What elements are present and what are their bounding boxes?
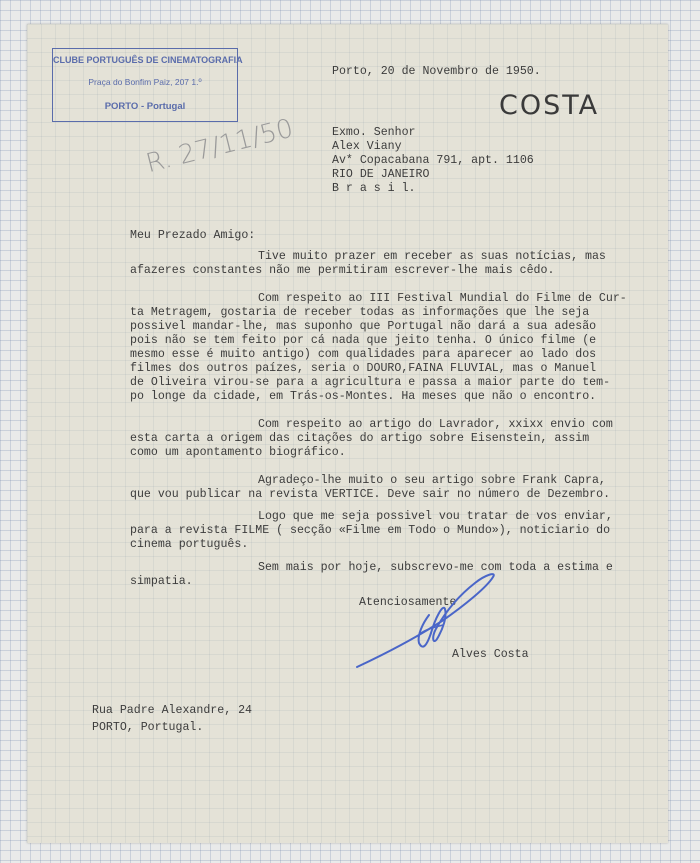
body-line: ta Metragem, gostaria de receber todas as informações que lhe seja bbox=[130, 306, 590, 319]
body-line: filmes dos outros paízes, seria o DOURO,FAINA FLUVIAL, mas o Manuel bbox=[130, 362, 597, 375]
body-line: po longe da cidade, em Trás-os-Montes. Ha meses que não o encontro. bbox=[130, 390, 597, 403]
body-line: esta carta a origem das citações do artigo sobre Eisenstein, assim bbox=[130, 432, 590, 445]
recipient-line: Av* Copacabana 791, apt. 1106 bbox=[332, 154, 534, 167]
recipient-line: B r a s i l. bbox=[332, 182, 416, 195]
sender-address-line: Rua Padre Alexandre, 24 bbox=[92, 704, 253, 717]
body-line: Tive muito prazer em receber as suas notícias, mas bbox=[258, 250, 606, 263]
letter-date: Porto, 20 de Novembro de 1950. bbox=[332, 65, 541, 78]
body-line: simpatia. bbox=[130, 575, 193, 588]
body-line: pois não se tem feito por cá nada que jeito tenha. O único filme (e bbox=[130, 334, 597, 347]
stamp-club-name: CLUBE PORTUGUÊS DE CINEMATOGRAFIA bbox=[53, 55, 243, 65]
recipient-line: RIO DE JANEIRO bbox=[332, 168, 430, 181]
letter-sheet bbox=[27, 24, 668, 843]
stamp-city: PORTO - Portugal bbox=[104, 101, 186, 112]
body-line: de Oliveira virou-se para a agricultura e passa a maior parte do tem- bbox=[130, 376, 611, 389]
recipient-line: Exmo. Senhor bbox=[332, 126, 416, 139]
salutation: Meu Prezado Amigo: bbox=[130, 229, 256, 242]
body-line: cinema português. bbox=[130, 538, 249, 551]
closing: Atenciosamente bbox=[359, 596, 457, 609]
pencil-received-note: R. 27/11/50 bbox=[143, 113, 297, 180]
body-line: Sem mais por hoje, subscrevo-me com toda a estima e bbox=[258, 561, 613, 574]
signatory-name: Alves Costa bbox=[452, 648, 529, 661]
sender-address-line: PORTO, Portugal. bbox=[92, 721, 204, 734]
body-line: que vou publicar na revista VERTICE. Deve sair no número de Dezembro. bbox=[130, 488, 611, 501]
body-line: Com respeito ao artigo do Lavrador, xxixx envio com bbox=[258, 418, 613, 431]
recipient-line: Alex Viany bbox=[332, 140, 402, 153]
stamp-address: Praça do Bonfim Paiz, 207 1.º bbox=[88, 77, 202, 87]
body-line: possivel mandar-lhe, mas suponho que Portugal não dará a sua adesão bbox=[130, 320, 597, 333]
body-line: mesmo esse é muito antigo) com qualidades para aparecer ao lado dos bbox=[130, 348, 597, 361]
handwritten-surname: COSTA bbox=[499, 90, 600, 121]
club-stamp bbox=[52, 48, 243, 122]
body-line: Com respeito ao III Festival Mundial do Filme de Cur- bbox=[258, 292, 627, 305]
body-line: Logo que me seja possivel vou tratar de vos enviar, bbox=[258, 510, 613, 523]
body-line: como um apontamento biográfico. bbox=[130, 446, 346, 459]
body-line: para a revista FILME ( secção «Filme em Todo o Mundo»), noticiario do bbox=[130, 524, 611, 537]
body-line: Agradeço-lhe muito o seu artigo sobre Frank Capra, bbox=[258, 474, 606, 487]
body-line: afazeres constantes não me permitiram escrever-lhe mais cêdo. bbox=[130, 264, 555, 277]
